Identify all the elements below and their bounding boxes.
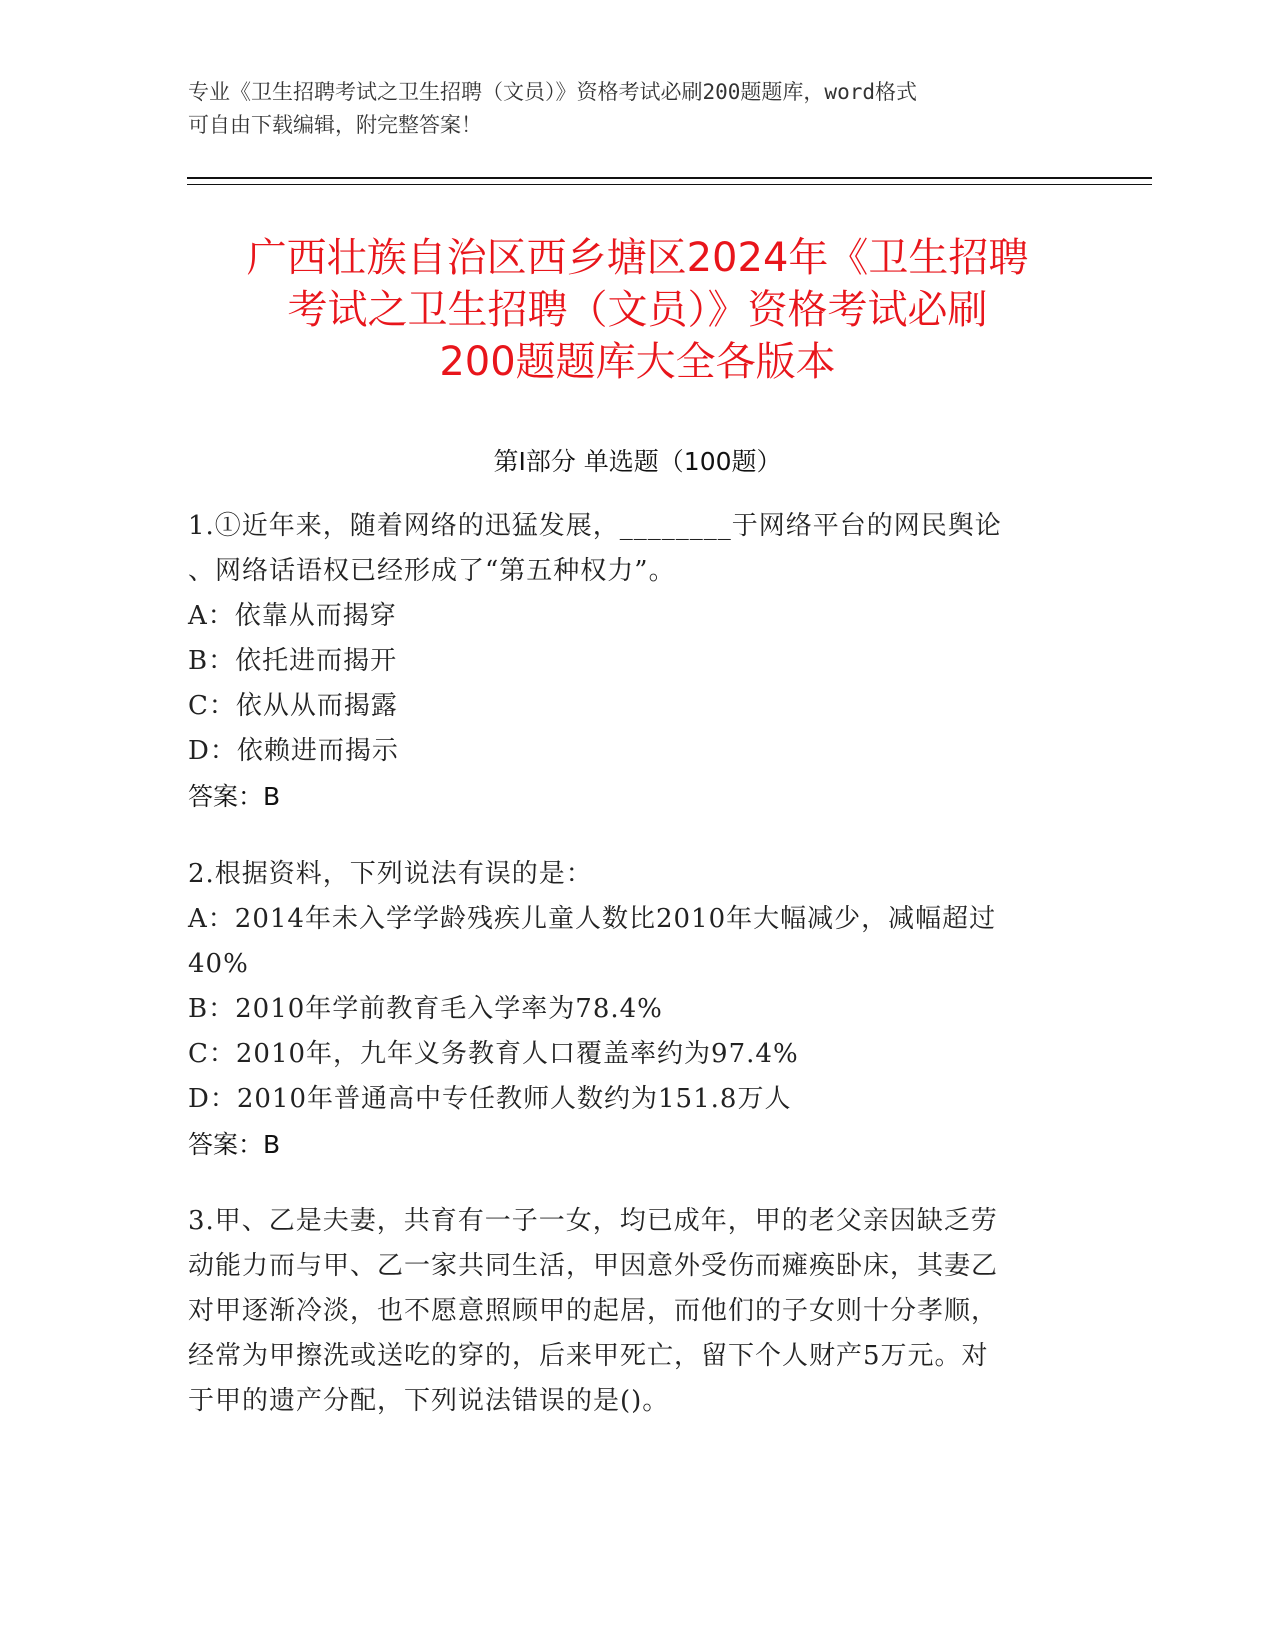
option-b: B：2010年学前教育毛入学率为78.4% — [188, 994, 663, 1024]
header-divider — [187, 177, 1152, 179]
question-3 — [188, 1199, 1068, 1424]
question-stem-line: 、网络话语权已经形成了“第五种权力”。 — [188, 556, 676, 586]
question-stem-line: 动能力而与甲、乙一家共同生活，甲因意外受伤而瘫痪卧床，其妻乙 — [188, 1251, 999, 1281]
answer: 答案：B — [188, 782, 281, 811]
option-a: A：2014年未入学学龄残疾儿童人数比2010年大幅减少，减幅超过 — [188, 904, 997, 934]
question-stem-line: 1.①近年来，随着网络的迅猛发展，________于网络平台的网民舆论 — [188, 511, 1002, 541]
question-stem-line: 3.甲、乙是夫妻，共育有一子一女，均已成年，甲的老父亲因缺乏劳 — [188, 1206, 998, 1236]
section-heading: 第Ⅰ部分 单选题（100题） — [493, 447, 782, 476]
title-line: 200题题库大全各版本 — [439, 339, 836, 385]
header-divider-thin — [187, 184, 1152, 185]
option-c: C：依从从而揭露 — [188, 691, 398, 721]
question-stem-line: 对甲逐渐冷淡，也不愿意照顾甲的起居，而他们的子女则十分孝顺， — [188, 1296, 999, 1326]
title-line: 广西壮族自治区西乡塘区2024年《卫生招聘 — [246, 235, 1029, 281]
option-d: D：2010年普通高中专任教师人数约为151.8万人 — [188, 1084, 792, 1114]
option-b: B：依托进而揭开 — [188, 646, 398, 676]
option-a-continued: 40% — [188, 949, 249, 979]
question-stem-line: 2.根据资料，下列说法有误的是： — [188, 859, 593, 889]
option-a: A：依靠从而揭穿 — [188, 601, 397, 631]
question-2 — [188, 852, 1068, 1167]
question-stem-line: 于甲的遗产分配，下列说法错误的是()。 — [188, 1386, 670, 1416]
option-c: C：2010年，九年义务教育人口覆盖率约为97.4% — [188, 1039, 799, 1069]
header-line: 专业《卫生招聘考试之卫生招聘（文员）》资格考试必刷200题题库，word格式 — [188, 80, 917, 104]
header-line: 可自由下载编辑，附完整答案！ — [188, 113, 482, 137]
option-d: D：依赖进而揭示 — [188, 736, 399, 766]
answer: 答案：B — [188, 1130, 281, 1159]
document-title — [150, 232, 1125, 388]
question-stem-line: 经常为甲擦洗或送吃的穿的，后来甲死亡，留下个人财产5万元。对 — [188, 1341, 989, 1371]
title-line: 考试之卫生招聘（文员）》资格考试必刷 — [287, 287, 988, 333]
page-header — [188, 76, 1068, 142]
question-1 — [188, 504, 1068, 819]
